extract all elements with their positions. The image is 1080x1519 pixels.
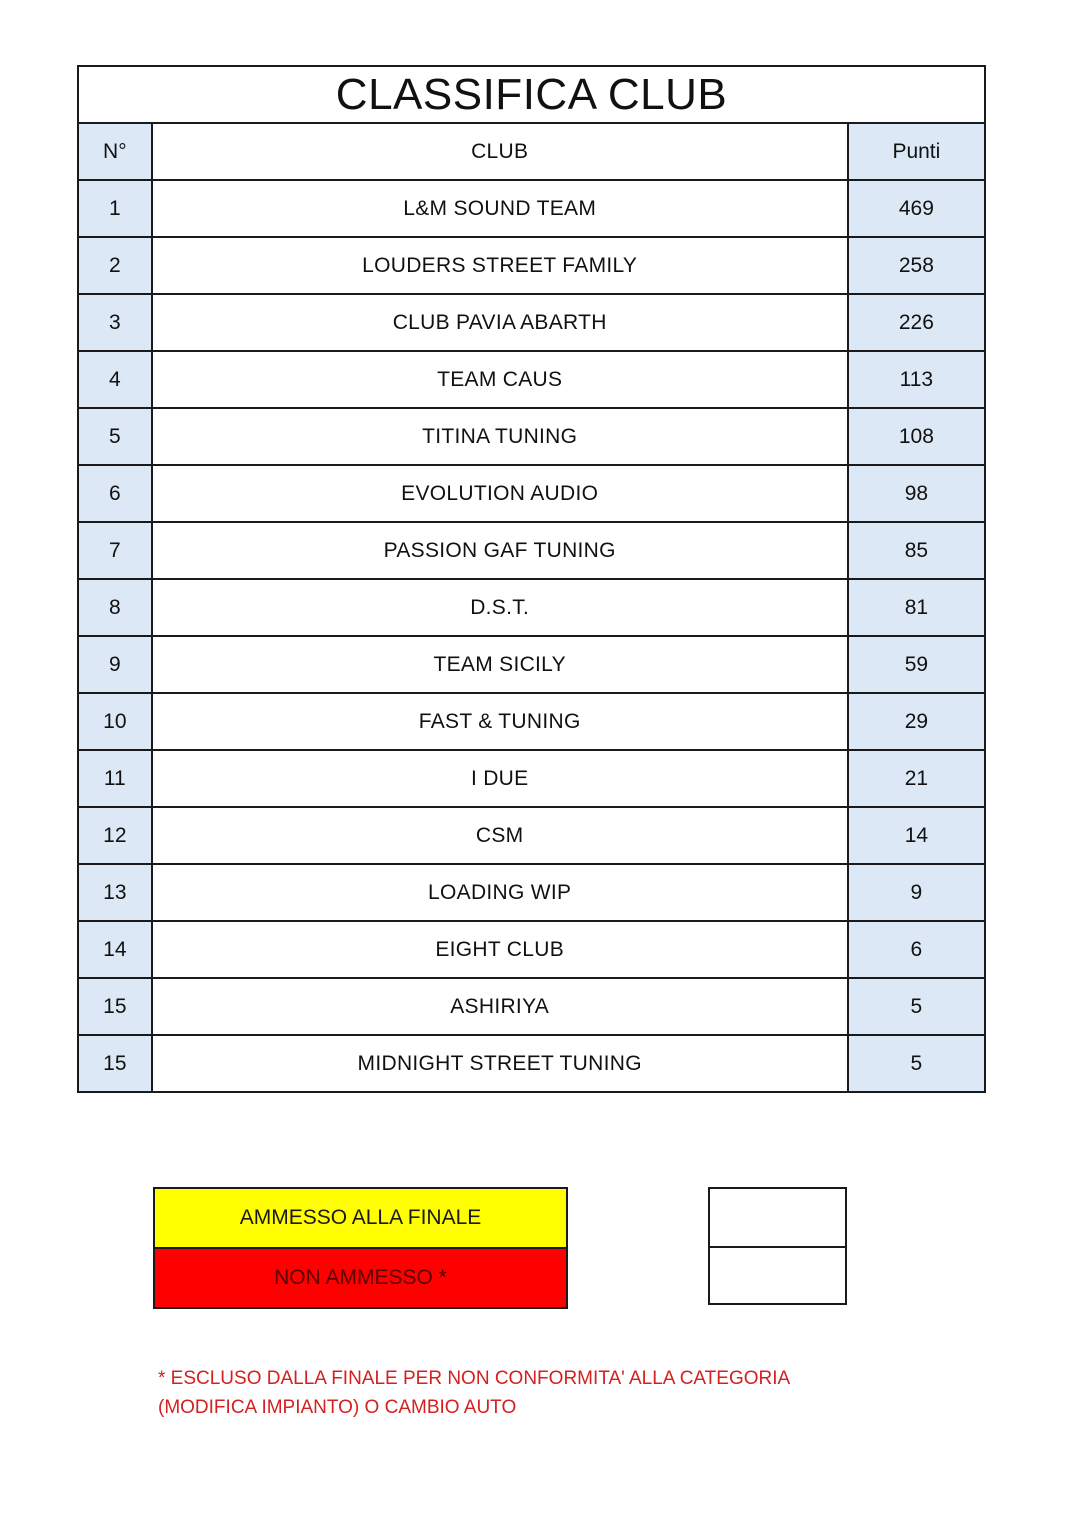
blank-cell-top — [710, 1189, 845, 1246]
points-cell: 226 — [848, 294, 985, 351]
rank-cell: 11 — [78, 750, 152, 807]
table-row — [78, 351, 985, 408]
rank-cell: 4 — [78, 351, 152, 408]
table-row — [78, 978, 985, 1035]
footnote — [158, 1364, 858, 1422]
club-name-cell: TEAM SICILY — [152, 636, 848, 693]
club-name-cell: EIGHT CLUB — [152, 921, 848, 978]
club-name-cell: FAST & TUNING — [152, 693, 848, 750]
footnote-line-2: (MODIFICA IMPIANTO) O CAMBIO AUTO — [158, 1397, 517, 1418]
rank-cell: 14 — [78, 921, 152, 978]
table-row — [78, 1035, 985, 1092]
table-row — [78, 636, 985, 693]
table-row — [78, 408, 985, 465]
rank-cell: 15 — [78, 978, 152, 1035]
points-cell: 21 — [848, 750, 985, 807]
club-name-cell: ASHIRIYA — [152, 978, 848, 1035]
rank-cell: 1 — [78, 180, 152, 237]
table-row — [78, 180, 985, 237]
table-row — [78, 294, 985, 351]
rank-cell: 12 — [78, 807, 152, 864]
table-row — [78, 693, 985, 750]
club-name-cell: LOADING WIP — [152, 864, 848, 921]
legend — [153, 1187, 568, 1309]
rank-cell: 3 — [78, 294, 152, 351]
club-name-cell: TEAM CAUS — [152, 351, 848, 408]
club-name-cell: EVOLUTION AUDIO — [152, 465, 848, 522]
column-header-points: Punti — [848, 123, 985, 180]
points-cell: 113 — [848, 351, 985, 408]
rank-cell: 9 — [78, 636, 152, 693]
table-row — [78, 579, 985, 636]
club-name-cell: PASSION GAF TUNING — [152, 522, 848, 579]
points-cell: 108 — [848, 408, 985, 465]
column-header-club: CLUB — [152, 123, 848, 180]
rank-cell: 15 — [78, 1035, 152, 1092]
club-name-cell: L&M SOUND TEAM — [152, 180, 848, 237]
points-cell: 81 — [848, 579, 985, 636]
club-name-cell: CLUB PAVIA ABARTH — [152, 294, 848, 351]
points-cell: 9 — [848, 864, 985, 921]
points-cell: 85 — [848, 522, 985, 579]
points-cell: 14 — [848, 807, 985, 864]
table-header — [78, 123, 985, 180]
page-title: CLASSIFICA CLUB — [78, 66, 985, 123]
rank-cell: 13 — [78, 864, 152, 921]
points-cell: 469 — [848, 180, 985, 237]
points-cell: 5 — [848, 978, 985, 1035]
table-body — [78, 180, 985, 1092]
column-header-num: N° — [78, 123, 152, 180]
points-cell: 98 — [848, 465, 985, 522]
club-name-cell: D.S.T. — [152, 579, 848, 636]
club-name-cell: I DUE — [152, 750, 848, 807]
table-row — [78, 807, 985, 864]
table-row — [78, 750, 985, 807]
rank-cell: 5 — [78, 408, 152, 465]
table-row — [78, 465, 985, 522]
points-cell: 6 — [848, 921, 985, 978]
club-name-cell: TITINA TUNING — [152, 408, 848, 465]
footnote-line-1: * ESCLUSO DALLA FINALE PER NON CONFORMITA' ALLA CATEGORIA — [158, 1368, 791, 1389]
rank-cell: 2 — [78, 237, 152, 294]
standings-table — [77, 65, 986, 1093]
table-row — [78, 237, 985, 294]
club-name-cell: CSM — [152, 807, 848, 864]
club-name-cell: LOUDERS STREET FAMILY — [152, 237, 848, 294]
points-cell: 258 — [848, 237, 985, 294]
points-cell: 5 — [848, 1035, 985, 1092]
blank-legend-box — [708, 1187, 847, 1305]
legend-admitted: AMMESSO ALLA FINALE — [155, 1189, 566, 1249]
blank-cell-bottom — [710, 1246, 845, 1305]
points-cell: 59 — [848, 636, 985, 693]
table-row — [78, 921, 985, 978]
table-row — [78, 522, 985, 579]
rank-cell: 6 — [78, 465, 152, 522]
points-cell: 29 — [848, 693, 985, 750]
rank-cell: 7 — [78, 522, 152, 579]
table-row — [78, 864, 985, 921]
rank-cell: 10 — [78, 693, 152, 750]
rank-cell: 8 — [78, 579, 152, 636]
legend-not-admitted: NON AMMESSO * — [155, 1249, 566, 1307]
club-name-cell: MIDNIGHT STREET TUNING — [152, 1035, 848, 1092]
